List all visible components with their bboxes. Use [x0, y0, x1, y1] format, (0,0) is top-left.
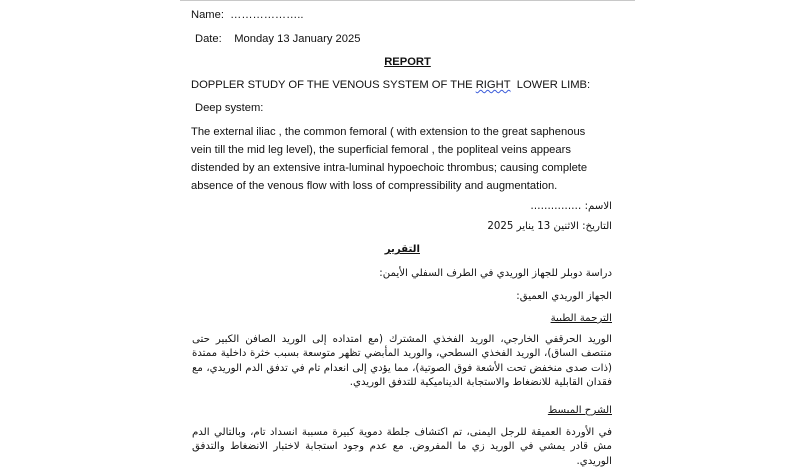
translation-heading: الترجمة الطبية	[550, 313, 612, 324]
document-page	[180, 0, 635, 467]
para-line-1: The external iliac , the common femoral ( with extension to the great saphenous	[191, 126, 586, 138]
name-line: Name: ………………..	[191, 9, 304, 21]
page-top-border	[180, 0, 635, 1]
para-line-4: absence of the venous flow with loss of compressibility and augmentation.	[191, 180, 558, 192]
explanation-paragraph: في الأوردة العميقة للرجل اليمنى، تم اكتشاف جلطة دموية كبيرة مسببة انسداد تام، وبالتالي الدم مش قادر يمشي في الوريد زي ما المفروض. مع عدم وجود استجابة لاختبار الانضغاط والتدفق الوريدي.	[192, 427, 612, 467]
arabic-name-line: الاسم: ……………	[530, 201, 612, 212]
arabic-report-title: التقرير	[384, 244, 420, 255]
deep-system-label: Deep system:	[195, 102, 264, 114]
explanation-heading: الشرح المبسط	[547, 405, 612, 416]
para-line-2: vein till the mid leg level), the superficial femoral , the popliteal veins appears	[191, 144, 571, 156]
arabic-deep-system: الجهاز الوريدي العميق:	[516, 291, 612, 302]
arabic-study-line: دراسة دوبلر للجهاز الوريدي في الطرف السفلي الأيمن:	[379, 268, 612, 279]
study-side: RIGHT	[475, 79, 511, 91]
arabic-date-line: التاريخ: الاثنين 13 يناير 2025	[487, 221, 612, 232]
report-title: REPORT	[384, 56, 431, 68]
date-line: Date: Monday 13 January 2025	[195, 33, 361, 45]
para-line-3: distended by an extensive intra-luminal hypoechoic thrombus; causing complete	[191, 162, 588, 174]
study-title: DOPPLER STUDY OF THE VENOUS SYSTEM OF THE RIGHT LOWER LIMB:	[191, 79, 591, 91]
translation-paragraph: الوريد الحرقفي الخارجي، الوريد الفخذي المشترك (مع امتداده إلى الوريد الصافن الكبير حتى منتصف الساق)، الوريد الفخذي السطحي، والوريد المأبضي تظهر متوسعة بسبب خثرة داخلية ممتدة (ذات صدى منخفض تحت الأشعة فوق الصوتية)، مما يؤدي إلى انعدام تام في تدفق الدم الوريدي، مع فقدان القابلية للانضغاط والاستجابة الديناميكية للتدفق الوريدي.	[192, 334, 612, 389]
